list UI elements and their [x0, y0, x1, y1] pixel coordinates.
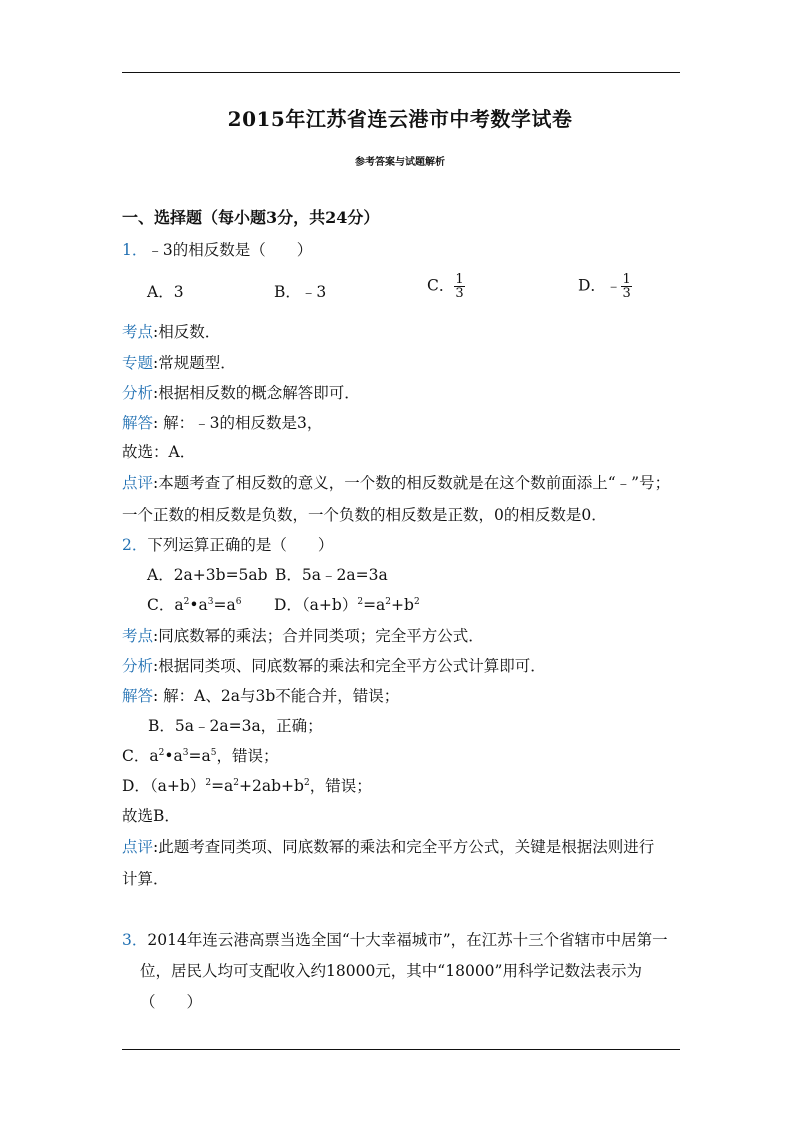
q1-jieda: 解答: 解：﹣3的相反数是3， [122, 414, 323, 432]
question-3-cont: 位，居民人均可支配收入约18000元，其中“18000”用科学记数法表示为 [140, 962, 642, 980]
q2-step-c: C．$a^2•a^3=a^5$，错误； [122, 747, 279, 765]
question-3 [122, 930, 668, 950]
question-stem: ﹣3的相反数是（ ） [147, 241, 313, 259]
q2-dianping: 点评:此题考查同类项、同底数幂的乘法和完全平方公式，关键是根据法则进行 [122, 838, 655, 856]
q2-step-b: B．5a﹣2a=3a，正确； [148, 717, 323, 735]
fraction: $\frac{1}{3}$ [455, 272, 464, 301]
fraction: $\frac{1}{3}$ [622, 272, 631, 301]
option-c: C．$a^2•a^3=a^6$ [147, 596, 242, 614]
q1-zhuanti: 专题:常规题型． [122, 354, 236, 372]
option-b: B．5a﹣2a=3a [275, 566, 388, 584]
question-3-blank: （ ） [140, 993, 203, 1011]
q2-fenxi: 分析:根据同类项、同底数幂的乘法和完全平方公式计算即可． [122, 657, 546, 675]
option-d: D．﹣ $\frac{1}{3}$ [578, 272, 631, 301]
question-number: 1． [122, 241, 148, 259]
q2-step-d: D．$(a+b)^2=a^2+2ab+b^2$，错误； [122, 777, 372, 795]
q1-answer: 故选：A． [122, 443, 196, 461]
q1-dianping-cont: 一个正数的相反数是负数，一个负数的相反数是正数，0的相反数是0． [122, 506, 607, 524]
header-rule [122, 72, 680, 73]
question-1 [122, 240, 312, 260]
q2-answer: 故选B． [122, 807, 180, 825]
section-heading: 一、选择题（每小题3分，共24分） [122, 208, 380, 227]
q2-dianping-cont: 计算． [122, 870, 169, 888]
option-a: A．2a+3b=5ab [147, 566, 268, 584]
option-b: B．﹣3 [274, 283, 327, 301]
q1-fenxi: 分析:根据相反数的概念解答即可． [122, 384, 360, 402]
question-2 [122, 535, 333, 555]
q2-kaodian: 考点:同底数幂的乘法；合并同类项；完全平方公式． [122, 627, 484, 645]
footer-rule [122, 1049, 680, 1050]
question-stem: 下列运算正确的是（ ） [147, 536, 334, 554]
option-c: C． $\frac{1}{3}$ [427, 272, 464, 301]
q1-kaodian: 考点:相反数． [122, 323, 221, 341]
q2-jieda: 解答: 解：A、2a与3b不能合并，错误； [122, 687, 400, 705]
question-stem: 2014年连云港高票当选全国“十大幸福城市”，在江苏十三个省辖市中居第一 [147, 931, 668, 949]
q1-dianping: 点评:本题考查了相反数的意义，一个数的相反数就是在这个数前面添上“﹣”号； [122, 474, 671, 492]
option-d: D．$(a+b)^2=a^2+b^2$ [274, 596, 420, 614]
question-number: 3． [122, 931, 148, 949]
page-title: 2015年江苏省连云港市中考数学试卷 [227, 107, 573, 131]
page-subtitle: 参考答案与试题解析 [355, 157, 445, 168]
question-number: 2． [122, 536, 148, 554]
option-a: A．3 [147, 283, 184, 301]
